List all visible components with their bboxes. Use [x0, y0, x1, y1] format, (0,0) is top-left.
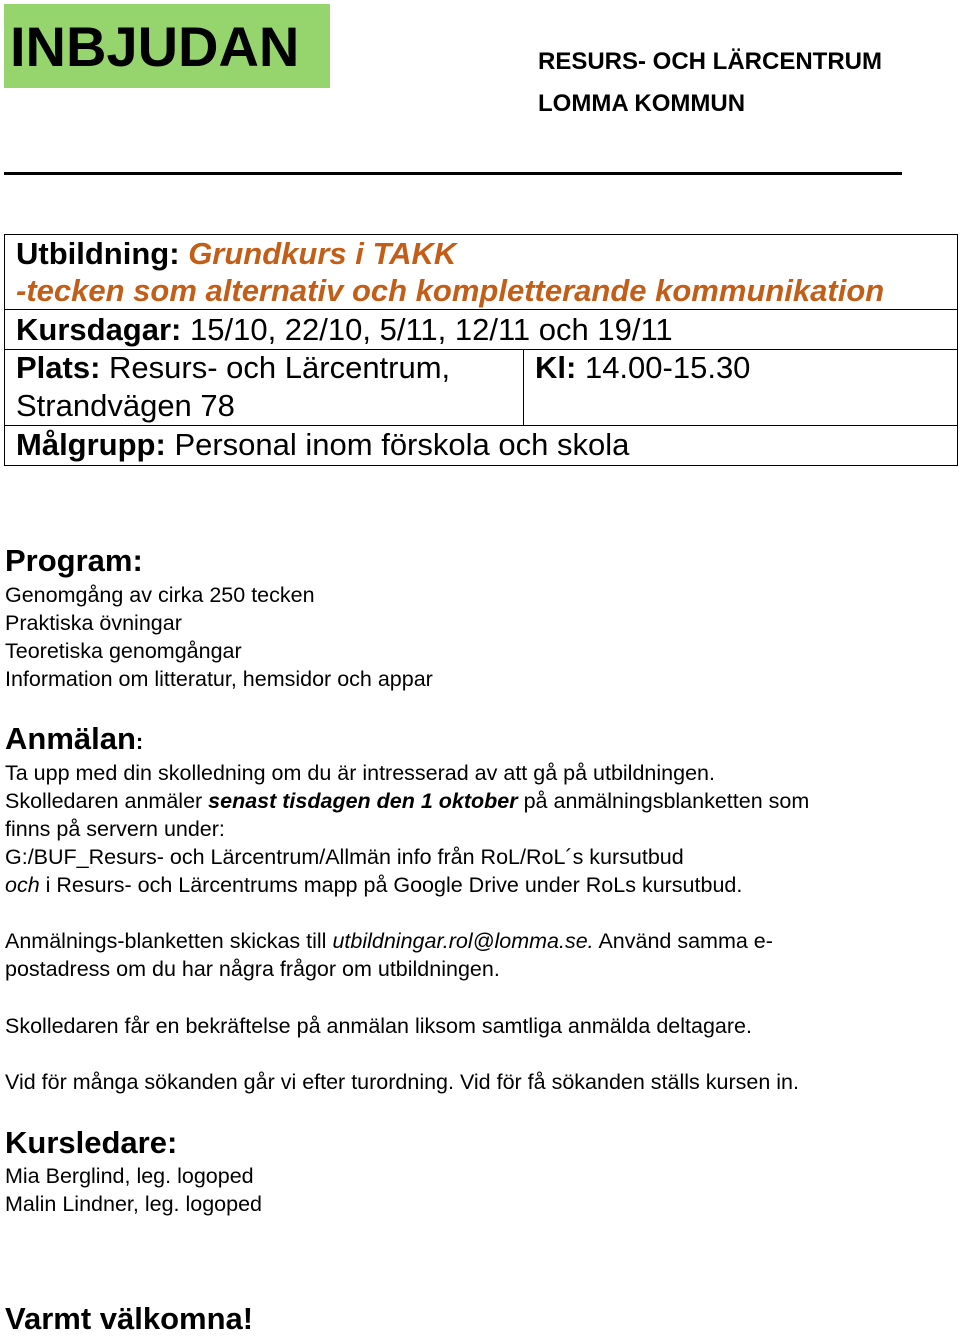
- kursledare-heading: Kursledare:: [5, 1125, 178, 1160]
- kl-label: Kl:: [535, 350, 577, 385]
- email-link[interactable]: utbildningar.rol@lomma.se.: [332, 929, 594, 953]
- kursdagar-label: Kursdagar:: [16, 312, 182, 347]
- anmalan-text: Skolledaren anmäler: [5, 789, 209, 813]
- anmalan-text: Skolledaren får en bekräftelse på anmälan liksom samtliga anmälda deltagare.: [5, 1014, 752, 1038]
- anmalan-text: Använd samma e-: [593, 929, 773, 953]
- anmalan-text-italic: och: [5, 873, 40, 897]
- plats-value: Resurs- och Lärcentrum,: [109, 350, 451, 385]
- utbildning-subtitle: -tecken som alternativ och kompletterande kommunikation: [16, 273, 885, 308]
- anmalan-heading: [5, 721, 143, 757]
- anmalan-drive-line: [5, 871, 742, 899]
- kursdagar-row: [16, 311, 673, 349]
- header-divider: [4, 172, 902, 175]
- malgrupp-row: [16, 426, 629, 464]
- program-item: Teoretiska genomgångar: [5, 639, 242, 663]
- blankett-line: [5, 927, 773, 955]
- anmalan-deadline: senast tisdagen den 1 oktober: [208, 789, 518, 813]
- program-item: Information om litteratur, hemsidor och appar: [5, 667, 433, 691]
- anmalan-text: Anmälnings-blanketten skickas till: [5, 929, 333, 953]
- anmalan-heading-colon: :: [135, 729, 144, 754]
- program-item: Genomgång av cirka 250 tecken: [5, 583, 315, 607]
- kursledare-name: Mia Berglind, leg. logoped: [5, 1164, 254, 1188]
- kl-row: [535, 349, 750, 387]
- course-info-table: [4, 234, 958, 466]
- page-title: INBJUDAN: [10, 15, 300, 78]
- program-item: Praktiska övningar: [5, 611, 182, 635]
- plats-row: [16, 349, 450, 387]
- utbildning-label: Utbildning:: [16, 236, 180, 271]
- utbildning-row: [16, 235, 456, 273]
- closing-greeting: Varmt välkomna!: [5, 1301, 254, 1336]
- anmalan-text: finns på servern under:: [5, 817, 225, 841]
- anmalan-text: Ta upp med din skolledning om du är intresserad av att gå på utbildningen.: [5, 761, 715, 785]
- anmalan-deadline-line: [5, 787, 809, 815]
- anmalan-text: i Resurs- och Lärcentrums mapp på Google Drive under RoLs kursutbud.: [39, 873, 743, 897]
- kl-value: 14.00-15.30: [584, 350, 751, 385]
- table-cell-divider: [523, 349, 524, 425]
- anmalan-text: på anmälningsblanketten som: [517, 789, 810, 813]
- org-name: RESURS- OCH LÄRCENTRUM: [538, 48, 882, 75]
- plats-label: Plats:: [16, 350, 101, 385]
- server-path: G:/BUF_Resurs- och Lärcentrum/Allmän info från RoL/RoL´s kursutbud: [5, 845, 684, 869]
- title-banner: [4, 4, 330, 88]
- plats-address: Strandvägen 78: [16, 388, 235, 423]
- org-municipality: LOMMA KOMMUN: [538, 90, 746, 117]
- malgrupp-label: Målgrupp:: [16, 427, 166, 462]
- anmalan-text: Vid för många sökanden går vi efter turordning. Vid för få sökanden ställs kursen in.: [5, 1070, 799, 1094]
- kursdagar-value: 15/10, 22/10, 5/11, 12/11 och 19/11: [190, 312, 673, 347]
- malgrupp-value: Personal inom förskola och skola: [174, 427, 630, 462]
- kursledare-name: Malin Lindner, leg. logoped: [5, 1192, 262, 1216]
- utbildning-value: Grundkurs i TAKK: [188, 236, 457, 271]
- program-heading: Program:: [5, 543, 143, 578]
- anmalan-text: postadress om du har några frågor om utbildningen.: [5, 957, 500, 981]
- anmalan-heading-text: Anmälan: [5, 721, 136, 756]
